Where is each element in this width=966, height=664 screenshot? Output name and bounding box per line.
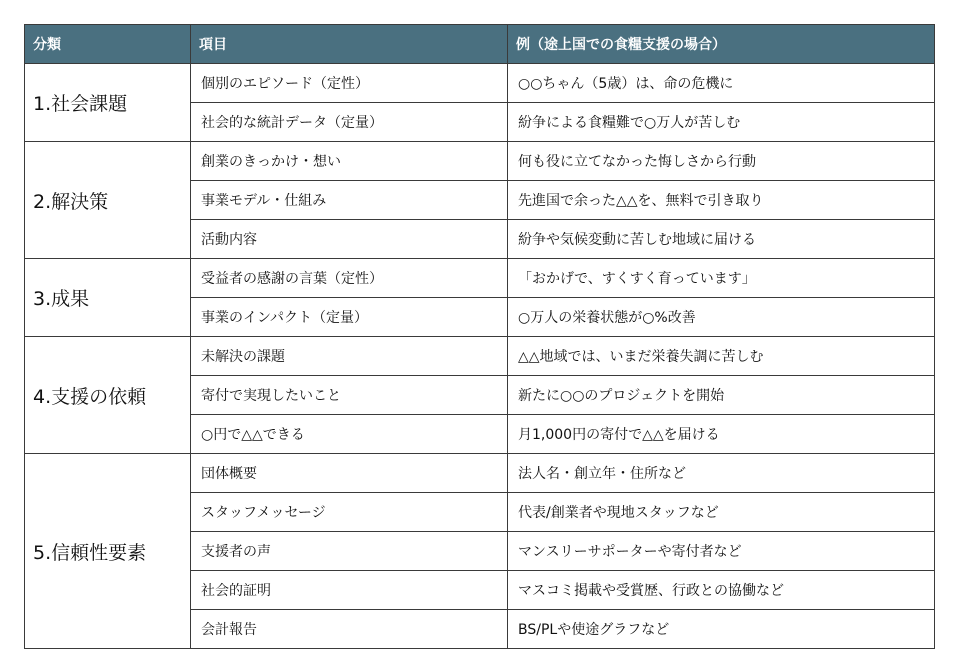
header-item: 項目 (191, 25, 508, 64)
header-example: 例（途上国での食糧支援の場合） (508, 25, 935, 64)
item-cell: 未解決の課題 (191, 337, 508, 376)
example-cell: 「おかげで、すくすく育っています」 (508, 259, 935, 298)
example-cell: ○万人の栄養状態が○%改善 (508, 298, 935, 337)
category-cell: 1.社会課題 (25, 64, 191, 142)
example-cell: 法人名・創立年・住所など (508, 454, 935, 493)
item-cell: 事業のインパクト（定量） (191, 298, 508, 337)
item-cell: 会計報告 (191, 610, 508, 649)
example-cell: 新たに○○のプロジェクトを開始 (508, 376, 935, 415)
item-cell: 団体概要 (191, 454, 508, 493)
table-row (25, 259, 935, 298)
item-cell: 創業のきっかけ・想い (191, 142, 508, 181)
item-cell: 活動内容 (191, 220, 508, 259)
example-cell: 紛争による食糧難で○万人が苦しむ (508, 103, 935, 142)
item-cell: スタッフメッセージ (191, 493, 508, 532)
example-cell: マンスリーサポーターや寄付者など (508, 532, 935, 571)
category-cell: 2.解決策 (25, 142, 191, 259)
header-row (25, 25, 935, 64)
item-cell: 事業モデル・仕組み (191, 181, 508, 220)
table-body (25, 64, 935, 649)
item-cell: 受益者の感謝の言葉（定性） (191, 259, 508, 298)
example-cell: ○○ちゃん（5歳）は、命の危機に (508, 64, 935, 103)
example-cell: 紛争や気候変動に苦しむ地域に届ける (508, 220, 935, 259)
item-cell: 社会的な統計データ（定量） (191, 103, 508, 142)
item-cell: 社会的証明 (191, 571, 508, 610)
table-row (25, 454, 935, 493)
category-cell: 4.支援の依頼 (25, 337, 191, 454)
item-cell: 寄付で実現したいこと (191, 376, 508, 415)
item-cell: 個別のエピソード（定性） (191, 64, 508, 103)
table-row (25, 64, 935, 103)
example-cell: 月1,000円の寄付で△△を届ける (508, 415, 935, 454)
example-cell: 先進国で余った△△を、無料で引き取り (508, 181, 935, 220)
donation-story-table (24, 24, 935, 649)
table-row (25, 142, 935, 181)
header-category: 分類 (25, 25, 191, 64)
example-cell: 何も役に立てなかった悔しさから行動 (508, 142, 935, 181)
table-row (25, 337, 935, 376)
example-cell: BS/PLや使途グラフなど (508, 610, 935, 649)
category-cell: 3.成果 (25, 259, 191, 337)
example-cell: △△地域では、いまだ栄養失調に苦しむ (508, 337, 935, 376)
example-cell: マスコミ掲載や受賞歴、行政との協働など (508, 571, 935, 610)
item-cell: ○円で△△できる (191, 415, 508, 454)
item-cell: 支援者の声 (191, 532, 508, 571)
category-cell: 5.信頼性要素 (25, 454, 191, 649)
example-cell: 代表/創業者や現地スタッフなど (508, 493, 935, 532)
